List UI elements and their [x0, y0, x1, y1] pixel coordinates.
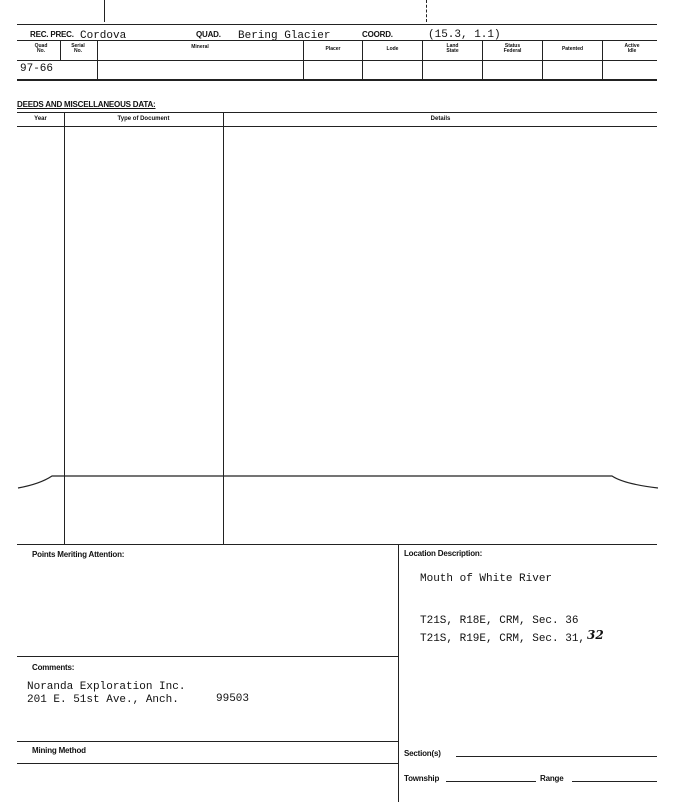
col-divider-placer [362, 40, 363, 79]
col-header-quad-no: Quad No. [34, 43, 48, 54]
range-label: Range [540, 774, 564, 783]
record-quad-no: 97-66 [20, 63, 54, 75]
deeds-top-rule [17, 112, 657, 113]
quad-value: Bering Glacier [238, 30, 331, 42]
col-divider-patented [602, 40, 603, 79]
comments-label: Comments: [32, 663, 75, 672]
col-header-placer: Placer [325, 46, 341, 52]
col-header-active-idle: Active Idle [624, 43, 640, 54]
record-row-bottom-rule [17, 79, 657, 81]
coord-label: COORD. [362, 30, 393, 39]
col-header-mineral: Mineral [191, 44, 209, 50]
location-line2: T21S, R19E, CRM, Sec. 31, [420, 633, 586, 645]
deeds-col-details: Details [430, 116, 451, 122]
col-divider-quad [60, 40, 61, 60]
rec-prec-value: Cordova [80, 30, 127, 42]
location-handwritten-section: 32 [587, 628, 604, 642]
top-tick-left [104, 0, 105, 22]
col-header-status-federal: Status Federal [503, 43, 522, 54]
rec-prec-label: REC. PREC. [30, 30, 74, 39]
deeds-bottom-rule [17, 544, 657, 545]
deeds-title: DEEDS AND MISCELLANEOUS DATA: [17, 100, 156, 109]
points-meriting-attention-label: Points Meriting Attention: [32, 550, 125, 559]
comments-line2: 201 E. 51st Ave., Anch. [27, 694, 179, 706]
col-header-lode: Lode [386, 46, 399, 52]
lower-center-divider [398, 544, 399, 802]
col-header-serial-no: Serial No. [71, 43, 85, 54]
col-header-land-state: Land State [446, 43, 459, 54]
location-name: Mouth of White River [420, 573, 553, 585]
col-divider-serial [97, 40, 98, 79]
quad-label: QUAD. [196, 30, 221, 39]
mining-method-top-rule [17, 741, 398, 742]
mining-method-bottom-rule [17, 763, 398, 764]
township-label: Township [404, 774, 440, 783]
header-top-rule [17, 24, 657, 25]
mining-method-label: Mining Method [32, 746, 86, 755]
coord-value: (15.3, 1.1) [428, 29, 501, 41]
sections-blank [456, 756, 657, 757]
deeds-header-bottom-rule [17, 126, 657, 127]
township-blank [446, 781, 536, 782]
sections-label: Section(s) [404, 749, 441, 758]
col-divider-mineral [303, 40, 304, 79]
comments-line1: Noranda Exploration Inc. [27, 681, 186, 693]
top-tick-right [426, 0, 427, 22]
col-divider-status [542, 40, 543, 79]
comments-zip: 99503 [216, 693, 250, 705]
column-header-top-rule [17, 40, 657, 41]
deeds-col-type: Type of Document [117, 116, 170, 122]
location-description-label: Location Description: [404, 549, 483, 558]
range-blank [572, 781, 657, 782]
deeds-col-year: Year [34, 116, 47, 122]
col-header-patented: Patented [561, 46, 584, 52]
page-join-line [0, 462, 678, 502]
column-header-bottom-rule [17, 60, 657, 61]
comments-top-rule [17, 656, 398, 657]
location-line1: T21S, R18E, CRM, Sec. 36 [420, 615, 579, 627]
